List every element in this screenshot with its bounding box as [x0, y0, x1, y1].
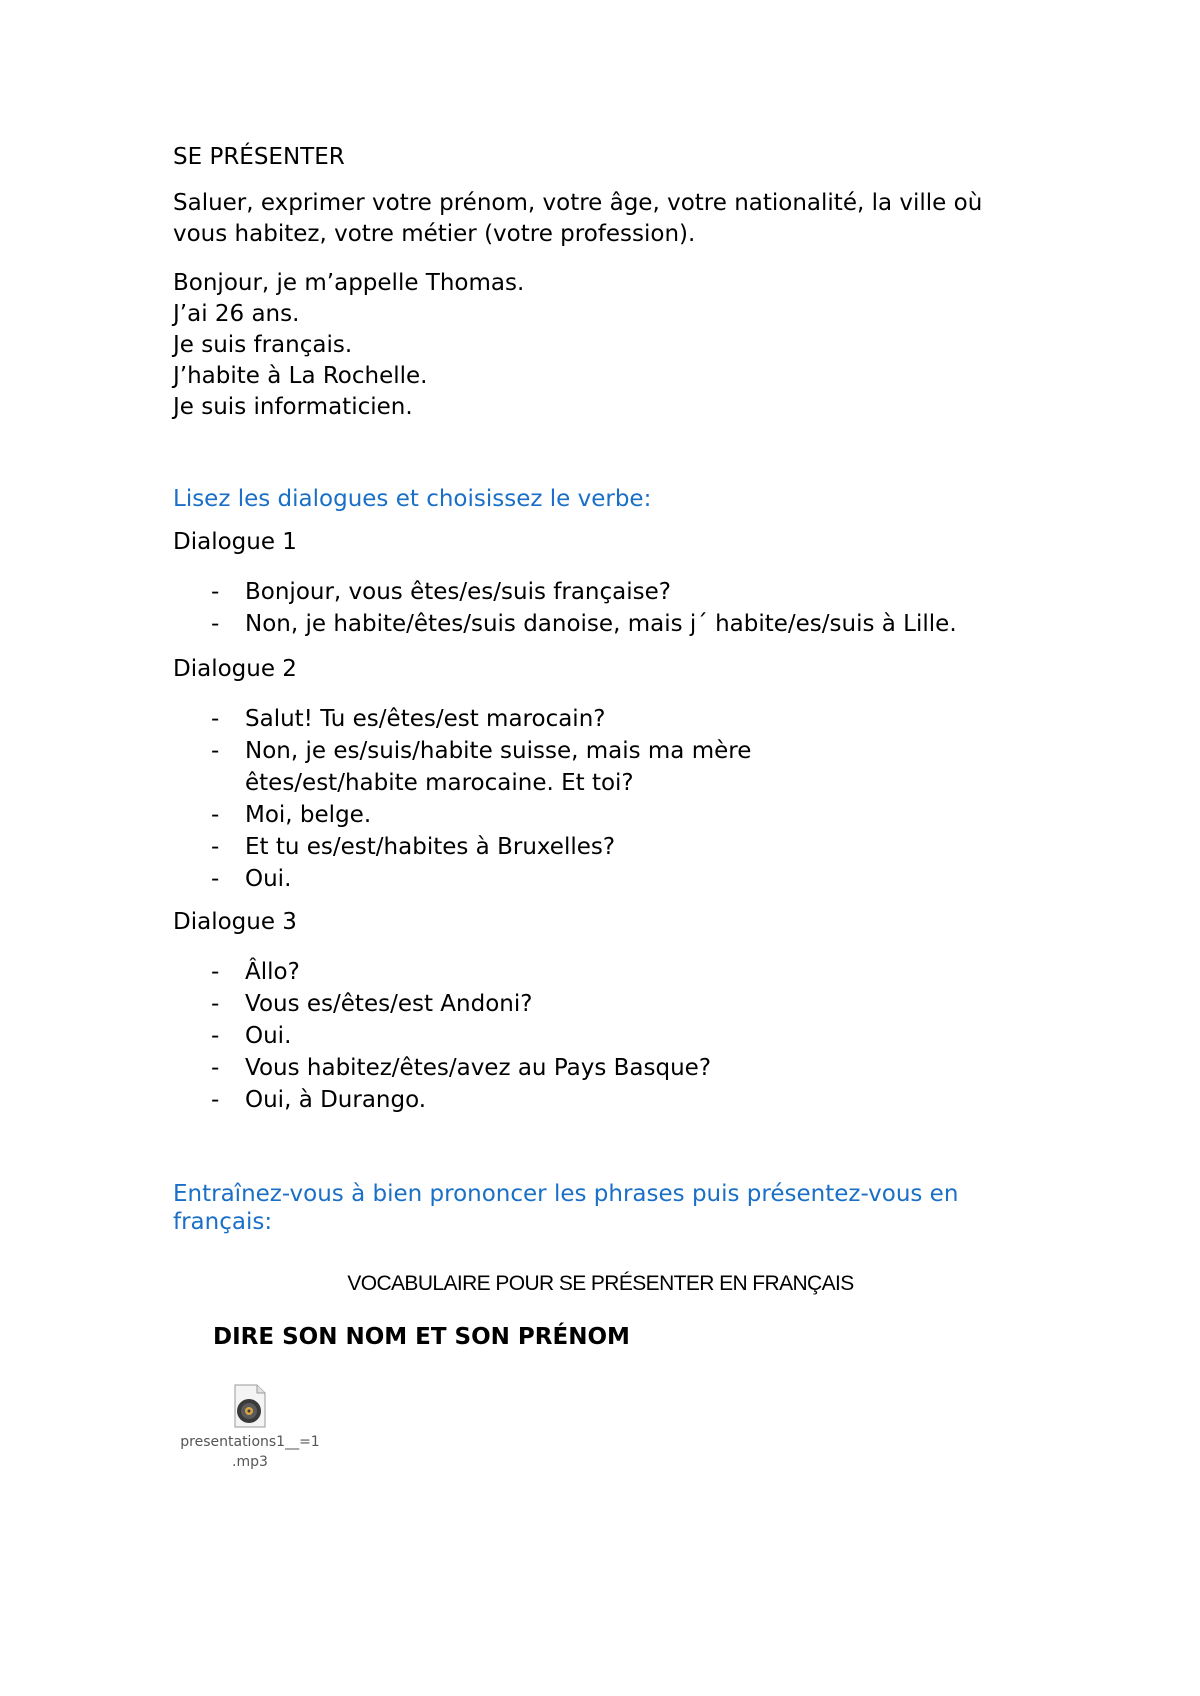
list-item: - Et tu es/est/habites à Bruxelles? [211, 834, 616, 860]
list-item: - Vous es/êtes/est Andoni? [211, 991, 533, 1017]
list-item: - Oui. [211, 1023, 292, 1049]
example-line: J’ai 26 ans. [173, 301, 300, 327]
audio-file-icon [233, 1384, 267, 1428]
list-item: - Âllo? [211, 959, 300, 985]
dialogue-3-title: Dialogue 3 [173, 909, 297, 935]
vocab-title: VOCABULAIRE POUR SE PRÉSENTER EN FRANÇAIS [347, 1272, 854, 1295]
dialogue-2-title: Dialogue 2 [173, 656, 297, 682]
dialogue-1-lines [173, 576, 973, 640]
list-item: - Salut! Tu es/êtes/est marocain? [211, 706, 606, 732]
page-title: SE PRÉSENTER [173, 144, 345, 170]
list-item: - Oui. [211, 866, 292, 892]
example-lines [173, 268, 524, 423]
exercise-heading: Lisez les dialogues et choisissez le verbe: [173, 486, 652, 512]
attachment-extension: .mp3 [232, 1454, 268, 1470]
attachment-name: presentations1__=1 [180, 1434, 320, 1450]
list-item: - Moi, belge. [211, 802, 372, 828]
example-line: Je suis informaticien. [173, 394, 413, 420]
dialogue-1-title: Dialogue 1 [173, 529, 297, 555]
example-line: J’habite à La Rochelle. [173, 363, 428, 389]
example-line: Bonjour, je m’appelle Thomas. [173, 270, 525, 296]
list-item: - Non, je habite/êtes/suis danoise, mais j´ habite/es/suis à Lille. [211, 611, 957, 637]
dialogue-2-lines [173, 703, 913, 895]
example-line: Je suis français. [173, 332, 353, 358]
practice-heading: Entraînez-vous à bien prononcer les phrases puis présentez-vous en français: [173, 1181, 959, 1235]
section-heading: DIRE SON NOM ET SON PRÉNOM [213, 1324, 630, 1350]
list-item: - Bonjour, vous êtes/es/suis française? [211, 579, 671, 605]
list-item: - Non, je es/suis/habite suisse, mais ma mère êtes/est/habite marocaine. Et toi? [211, 738, 752, 796]
list-item: - Vous habitez/êtes/avez au Pays Basque? [211, 1055, 712, 1081]
dialogue-3-lines [173, 956, 973, 1116]
list-item: - Oui, à Durango. [211, 1087, 427, 1113]
audio-attachment[interactable] [170, 1384, 330, 1472]
intro-paragraph: Saluer, exprimer votre prénom, votre âge, votre nationalité, la ville où vous habitez, votre métier (votre profession). [173, 190, 983, 247]
